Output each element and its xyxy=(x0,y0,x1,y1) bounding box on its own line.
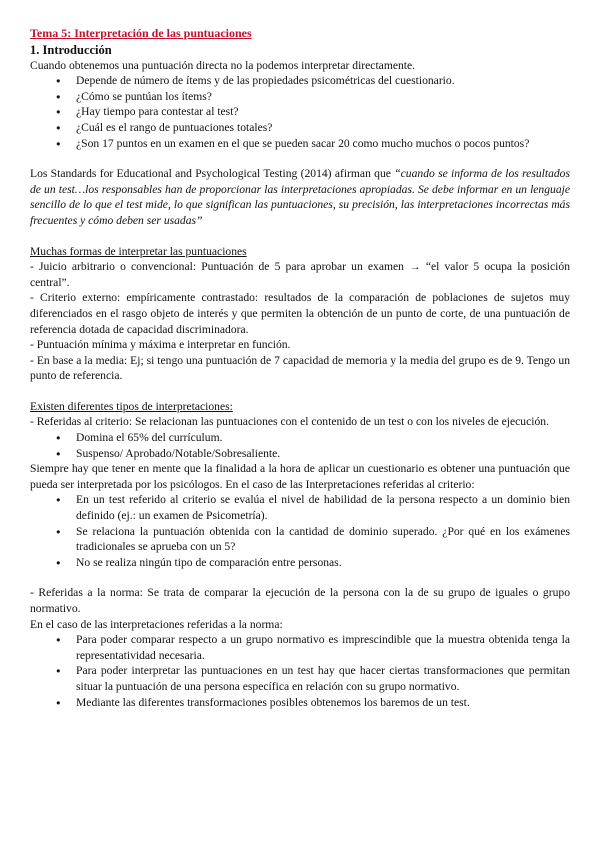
standards-quote: “cuando se informa de los resultados de un test…los responsables han de proporcionar las interpretaciones apropiadas. Se debe informar en un lenguaje sencillo de lo que el test mide, lo que significan las puntuaciones, su precisión, las interpretaciones incorrectas más frecuentes y cómo deben ser usadas” xyxy=(30,167,570,227)
standards-paragraph xyxy=(30,166,570,228)
list-item: ● No se realiza ningún tipo de comparación entre personas. xyxy=(76,555,570,571)
list-item: ● Depende de número de ítems y de las propiedades psicométricas del cuestionario. xyxy=(76,73,570,89)
tipos-heading: Existen diferentes tipos de interpretaciones: xyxy=(30,399,233,413)
list-item: ● Para poder interpretar las puntuaciones en un test hay que hacer ciertas transformaciones que permitan situar la puntuación de una persona específica en relación con su grupo normativo. xyxy=(76,663,570,694)
list-item: ● En un test referido al criterio se evalúa el nivel de habilidad de la persona respecto a un dominio bien definido (ej.: un examen de Psicometría). xyxy=(76,492,570,523)
intro-bullet-list xyxy=(30,73,570,151)
criterio-paragraph: Siempre hay que tener en mente que la finalidad a la hora de aplicar un cuestionario es obtener una puntuación que pueda ser interpretada por los psicólogos. En el caso de las Interpretaciones referidas al criterio: xyxy=(30,462,570,491)
norma-intro: - Referidas a la norma: Se trata de comparar la ejecución de la persona con la de su grupo de iguales o grupo normativo. xyxy=(30,586,570,615)
list-item: ● ¿Cómo se puntúan los ítems? xyxy=(76,89,570,105)
list-item: ● ¿Cuál es el rango de puntuaciones totales? xyxy=(76,120,570,136)
list-item: ● Suspenso/ Aprobado/Notable/Sobresaliente. xyxy=(76,446,570,462)
norma-paragraph: En el caso de las interpretaciones referidas a la norma: xyxy=(30,617,283,631)
standards-prefix: Los Standards for Educational and Psychological Testing (2014) afirman que xyxy=(30,167,395,181)
list-item: ● Se relaciona la puntuación obtenida con la cantidad de dominio superado. ¿Por qué en los exámenes tradicionales se aprueba con un 5? xyxy=(76,524,570,555)
list-item: ● ¿Hay tiempo para contestar al test? xyxy=(76,104,570,120)
formas-heading: Muchas formas de interpretar las puntuaciones xyxy=(30,244,247,258)
list-item: ● Mediante las diferentes transformaciones posibles obtenemos los baremos de un test. xyxy=(76,695,570,711)
criterio-bullet-list xyxy=(30,430,570,461)
criterio-intro: - Referidas al criterio: Se relacionan las puntuaciones con el contenido de un test o con los niveles de ejecución. xyxy=(30,415,549,429)
formas-item: - Puntuación mínima y máxima e interpretar en función. xyxy=(30,338,291,352)
list-item: ● Para poder comparar respecto a un grupo normativo es imprescindible que la muestra obtenida tenga la representatividad necesaria. xyxy=(76,632,570,663)
list-item: ● ¿Son 17 puntos en un examen en el que se pueden sacar 20 como mucho muchos o pocos puntos? xyxy=(76,136,570,152)
list-item: ● Domina el 65% del currículum. xyxy=(76,430,570,446)
norma-bullet-list xyxy=(30,632,570,710)
section-heading-introduccion: 1. Introducción xyxy=(30,42,112,57)
formas-item: - Juicio arbitrario o convencional: Puntuación de 5 para aprobar un examen → “el valor 5 ocupa la posición central”. xyxy=(30,260,570,289)
intro-paragraph: Cuando obtenemos una puntuación directa no la podemos interpretar directamente. xyxy=(30,58,416,72)
formas-item: - En base a la media: Ej; si tengo una puntuación de 7 capacidad de memoria y la media del grupo es de 9. Tengo un punto de referencia. xyxy=(30,353,570,383)
formas-item: - Criterio externo: empíricamente contrastado: resultados de la comparación de poblaciones de sujetos muy diferenciados en el rasgo objeto de interés y que permiten la obtención de un punto de corte, de una puntuación de referencia dotada de capacidad discriminadora. xyxy=(30,291,570,336)
criterio-bullet-list-2 xyxy=(30,492,570,570)
document-title: Tema 5: Interpretación de las puntuaciones xyxy=(30,26,252,40)
